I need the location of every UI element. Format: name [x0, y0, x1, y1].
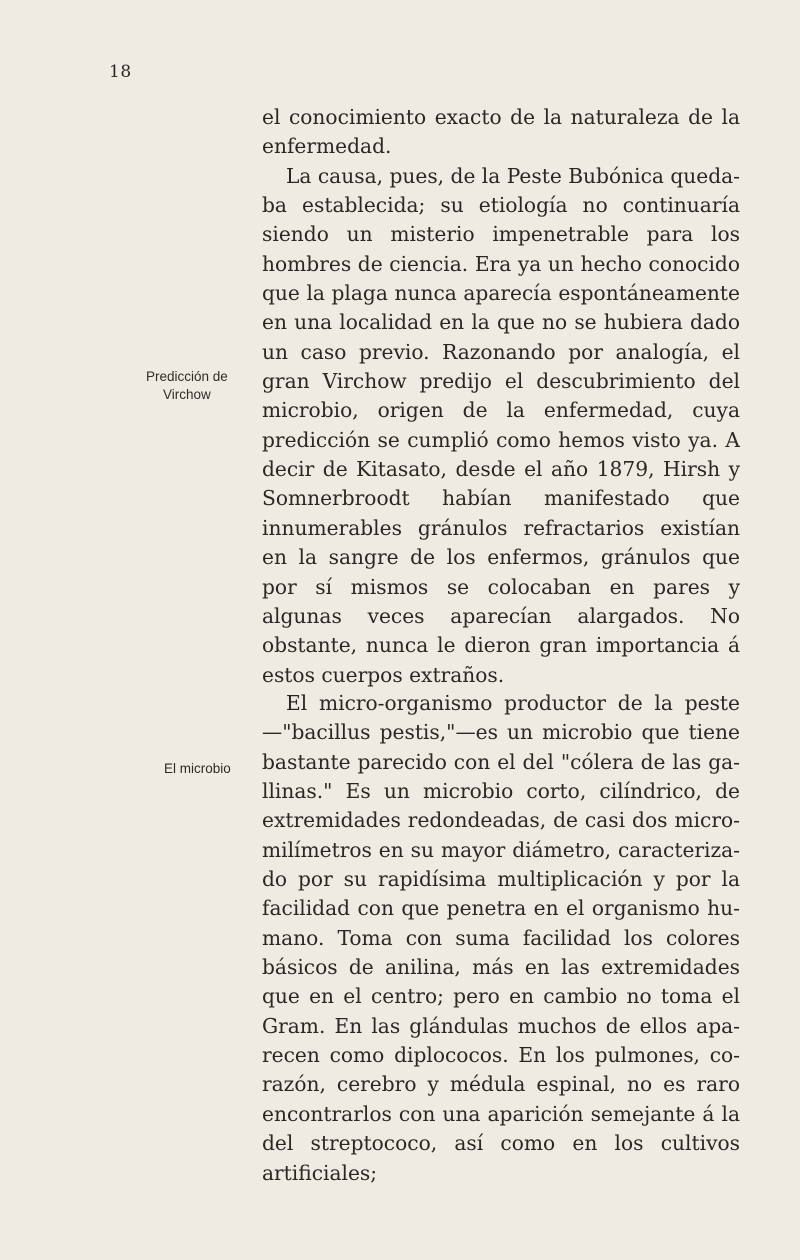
page-number: 18: [109, 62, 132, 82]
sidenote-el-microbio: [164, 760, 231, 778]
body-text-block-1: [262, 103, 740, 690]
sidenote-line: Predicción de: [146, 369, 228, 384]
sidenote-line: Virchow: [163, 387, 211, 402]
sidenote-prediccion-virchow: [146, 368, 228, 404]
paragraph-causa-peste: La causa, pues, de la Peste Bubónica quedaba establecida; su etiología no continuaría siendo un misterio impenetrable para los hombres de ciencia. Era ya un hecho conocido que la plaga nunca aparecía espontáneamente en una localidad en la que no se hubiera dado un caso previo. Razonando por analogía, el gran Virchow predijo el descubrimiento del microbio, origen de la enfermedad, cuya predicción se cumplió como hemos visto ya. A decir de Kitasato, desde el año 1879, Hirsh y Somnerbroodt habían manifestado que innumerables gránulos refractarios existían en la sangre de los enfermos, gránulos que por sí mismos se colocaban en pares y algunas veces aparecían alargados. No obstante, nunca le dieron gran importancia á estos cuerpos extraños.: [262, 163, 740, 687]
paragraph-continuation: el conocimiento exacto de la naturaleza de la enfermedad.: [262, 105, 740, 159]
paragraph-micro-organismo: El micro-organismo productor de la peste —"bacillus pestis,"—es un microbio que tiene bastante parecido con el del "cólera de las gallinas." Es un microbio corto, cilíndrico, de extremidades redondeadas, de casi dos micromilímetros en su mayor diámetro, caracterizado por su rapidísima multiplicación y por la facilidad con que penetra en el organismo humano. Toma con suma facilidad los colores básicos de anilina, más en las extremidades que en el centro; pero en cambio no toma el Gram. En las glándulas muchos de ellos aparecen como diplococos. En los pulmones, corazón, cerebro y médula espinal, no es raro encontrarlos con una aparición semejante á la del streptococo, así como en los cultivos artificiales;: [262, 691, 740, 1185]
body-text-block-2: [262, 689, 740, 1188]
sidenote-line: El microbio: [164, 761, 231, 776]
